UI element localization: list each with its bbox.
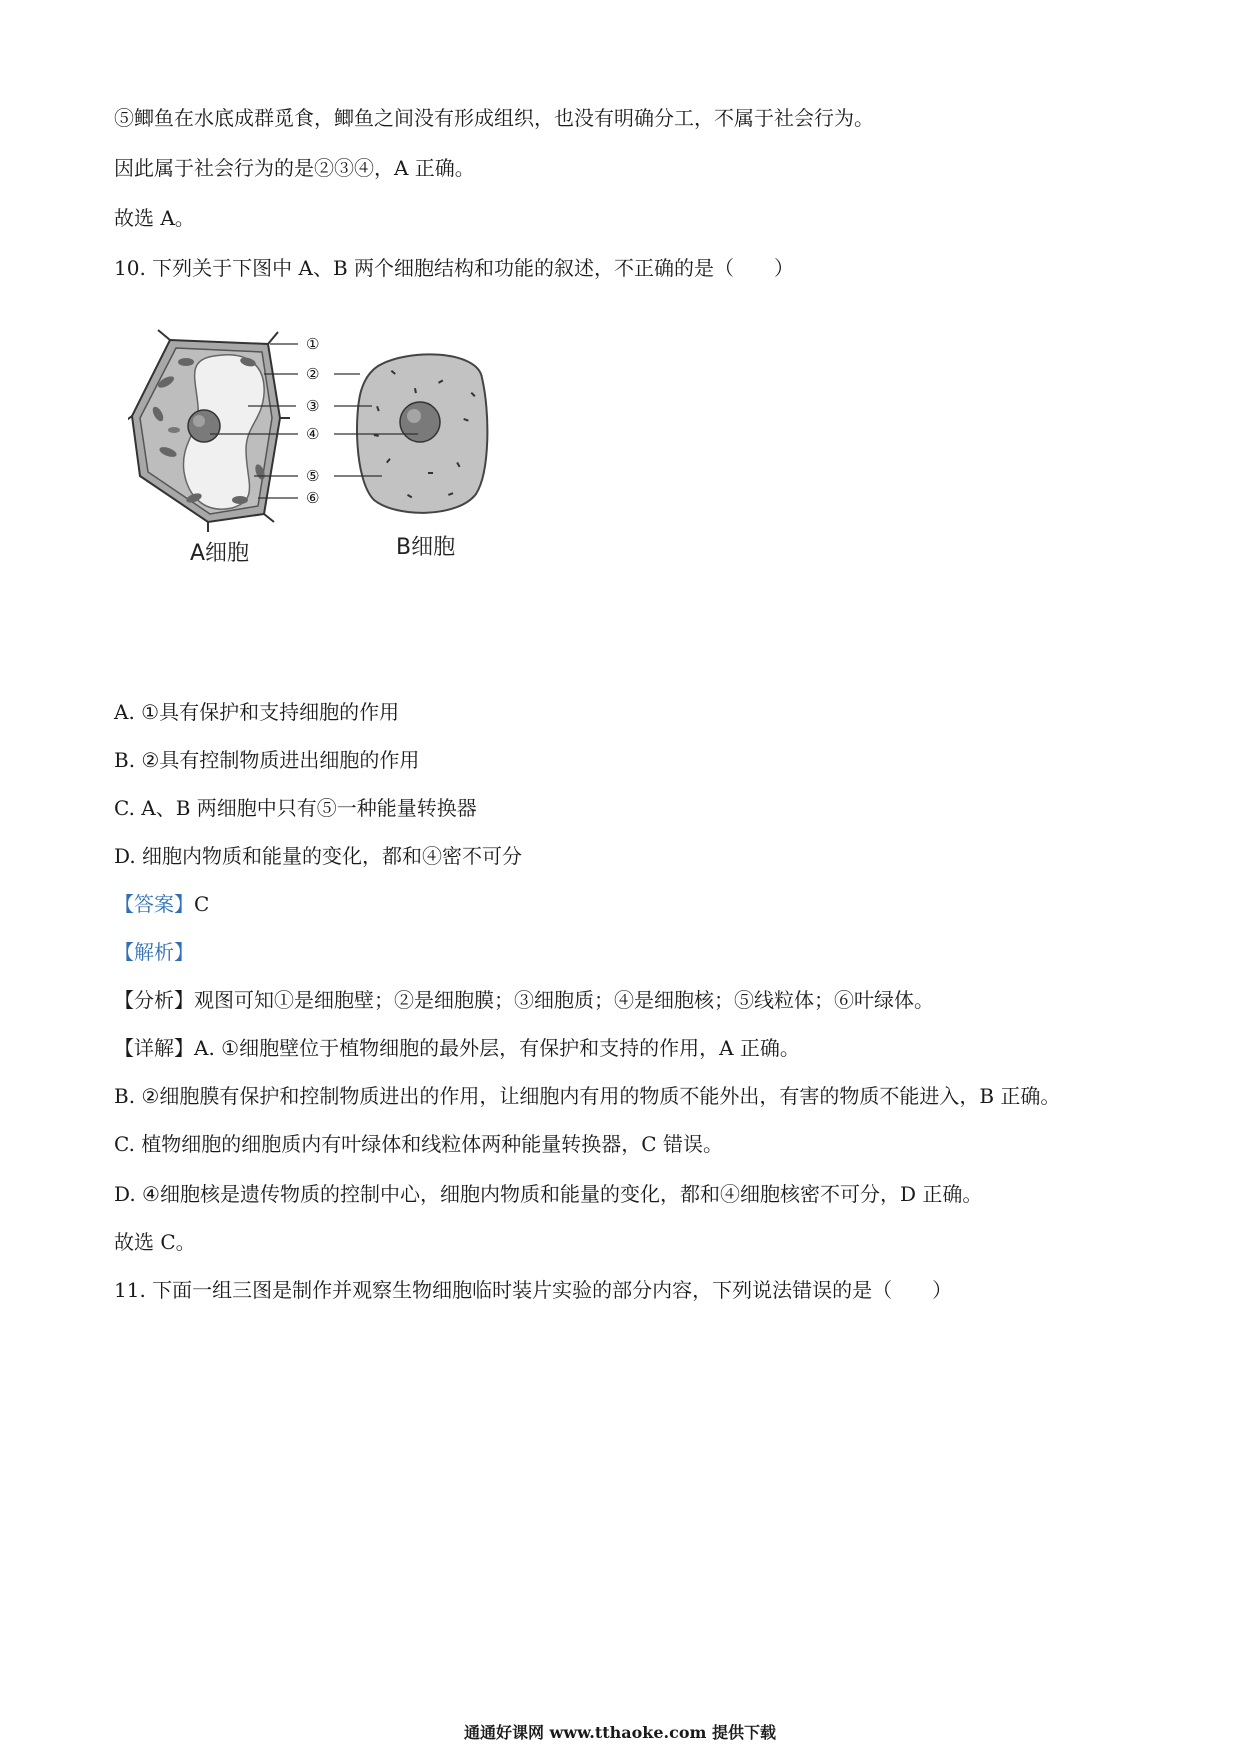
option-b: B. ②具有控制物质进出细胞的作用 <box>114 748 420 772</box>
option-c: C. A、B 两细胞中只有⑤一种能量转换器 <box>114 796 477 820</box>
answer-line <box>114 890 209 918</box>
analysis-line: B. ②细胞膜有保护和控制物质进出的作用，让细胞内有用的物质不能外出，有害的物质不能进入，B 正确。 <box>114 1084 1061 1108</box>
question-10-stem: 10. 下列关于下图中 A、B 两个细胞结构和功能的叙述，不正确的是（ ） <box>114 256 795 280</box>
option-d: D. 细胞内物质和能量的变化，都和④密不可分 <box>114 844 523 868</box>
plant-cell-a <box>128 330 290 532</box>
marker-4: ④ <box>306 425 320 443</box>
option-a: A. ①具有保护和支持细胞的作用 <box>114 700 400 724</box>
analysis-line: 【详解】A. ①细胞壁位于植物细胞的最外层，有保护和支持的作用，A 正确。 <box>114 1036 800 1060</box>
cell-diagram <box>128 322 568 622</box>
text-line: 因此属于社会行为的是②③④，A 正确。 <box>114 156 475 180</box>
answer-value: C <box>194 892 210 916</box>
marker-2: ② <box>306 365 320 383</box>
marker-6: ⑥ <box>306 489 320 507</box>
text-line: ⑤鲫鱼在水底成群觅食，鲫鱼之间没有形成组织，也没有明确分工，不属于社会行为。 <box>114 106 874 130</box>
marker-3: ③ <box>306 397 320 415</box>
marker-5: ⑤ <box>306 467 320 485</box>
analysis-tag: 【解析】 <box>114 940 194 964</box>
answer-tag: 【答案】 <box>114 892 194 916</box>
analysis-line: 【分析】观图可知①是细胞壁；②是细胞膜；③细胞质；④是细胞核；⑤线粒体；⑥叶绿体。 <box>114 988 934 1012</box>
question-11-stem: 11. 下面一组三图是制作并观察生物细胞临时装片实验的部分内容，下列说法错误的是（ ） <box>114 1278 953 1302</box>
marker-1: ① <box>306 335 320 353</box>
cell-b-label: B细胞 <box>396 535 456 560</box>
analysis-line: C. 植物细胞的细胞质内有叶绿体和线粒体两种能量转换器，C 错误。 <box>114 1132 723 1156</box>
text-line: 故选 A。 <box>114 206 195 230</box>
analysis-line: D. ④细胞核是遗传物质的控制中心，细胞内物质和能量的变化，都和④细胞核密不可分，D 正确。 <box>114 1182 983 1206</box>
cell-a-label: A细胞 <box>190 541 250 566</box>
page-footer: 通通好课网 www.tthaoke.com 提供下载 <box>463 1723 777 1742</box>
analysis-line: 故选 C。 <box>114 1230 196 1254</box>
